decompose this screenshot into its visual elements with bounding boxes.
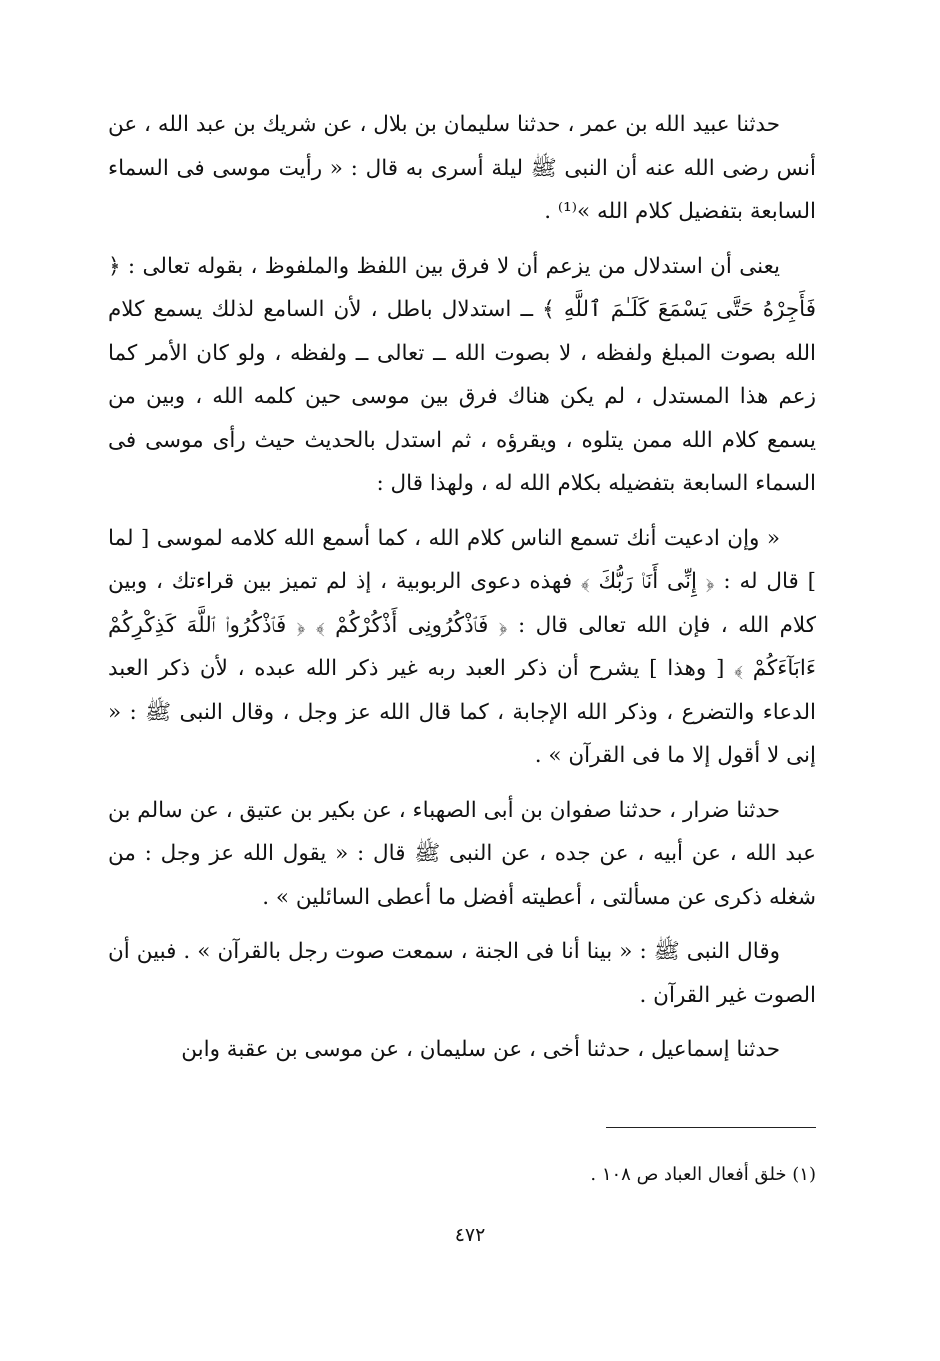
paragraph-explanation: يعنى أن استدلال من يزعم أن لا فرق بين اللفظ والملفوظ ، بقوله تعالى : ﴿ فَأَجِرْهُ حَتَّى يَسْمَعَ كَلَـٰمَ ٱللَّهِ ﴾ ــ استدلال باطل ، لأن السامع لذلك يسمع كلام الله بصوت المبلغ ولفظه ، لا بصوت الله ــ تعالى ــ ولفظه ، ولو كان الأمر كما زعم هذا المستدل ، لم يكن هناك فرق بين موسى حين كلمه الله ، وبين من يسمع كلام الله ممن يتلوه ، ويقرؤه ، ثم استدل بالحديث حيث رأى موسى فى السماء السابعة بتفضيله بكلام الله له ، ولهذا قال : xyxy=(108,253,816,496)
paragraph-hadith-musa-heaven: حدثنا عبيد الله بن عمر ، حدثنا سليمان بن بلال ، عن شريك بن عبد الله ، عن أنس رضى الله عنه أن النبى ﷺ ليلة أسرى به قال : « رأيت موسى فى السماء السابعة بتفضيل كلام الله »⁽¹⁾ . xyxy=(108,112,816,224)
footnote-divider xyxy=(606,1127,816,1128)
page-number: ٤٧٢ xyxy=(454,1224,486,1246)
paragraph-quotation: « وإن ادعيت أنك تسمع الناس كلام الله ، كما أسمع الله كلامه لموسى [ لما ] قال له : ﴿ إِنِّى أَنَا۠ رَبُّكَ ﴾ فهذه دعوى الربوبية ، إذ لم تميز بين قراءتك ، وبين كلام الله ، فإن الله تعالى قال : ﴿ فَٱذْكُرُونِى أَذْكُرْكُمْ ﴾ ﴿ فَٱذْكُرُوا۟ ٱللَّهَ كَذِكْرِكُمْ ءَابَآءَكُمْ ﴾ [ وهذا ] يشرح أن ذكر العبد ربه غير ذكر الله عبده ، لأن ذكر العبد الدعاء والتضرع ، وذكر الله الإجابة ، كما قال الله عز وجل ، وقال النبى ﷺ : « إنى لا أقول إلا ما فى القرآن » . xyxy=(108,525,816,768)
footnote: (١) خلق أفعال العباد ص ١٠٨ . xyxy=(590,1164,816,1185)
paragraph-isnad-continuation: حدثنا إسماعيل ، حدثنا أخى ، عن سليمان ، عن موسى بن عقبة وابن xyxy=(181,1037,780,1062)
paragraph-hadith-jannah: وقال النبى ﷺ : « بينا أنا فى الجنة ، سمعت صوت رجل بالقرآن » . فبين أن الصوت غير القرآن . xyxy=(108,939,816,1008)
body-text xyxy=(108,103,816,1083)
paragraph-hadith-dhikr: حدثنا ضرار ، حدثنا صفوان بن أبى الصهباء ، عن بكير بن عتيق ، عن سالم بن عبد الله ، عن أبيه ، عن جده ، عن النبى ﷺ قال : « يقول الله عز وجل : من شغله ذكرى عن مسألتى ، أعطيته أفضل ما أعطى السائلين » . xyxy=(108,797,816,910)
